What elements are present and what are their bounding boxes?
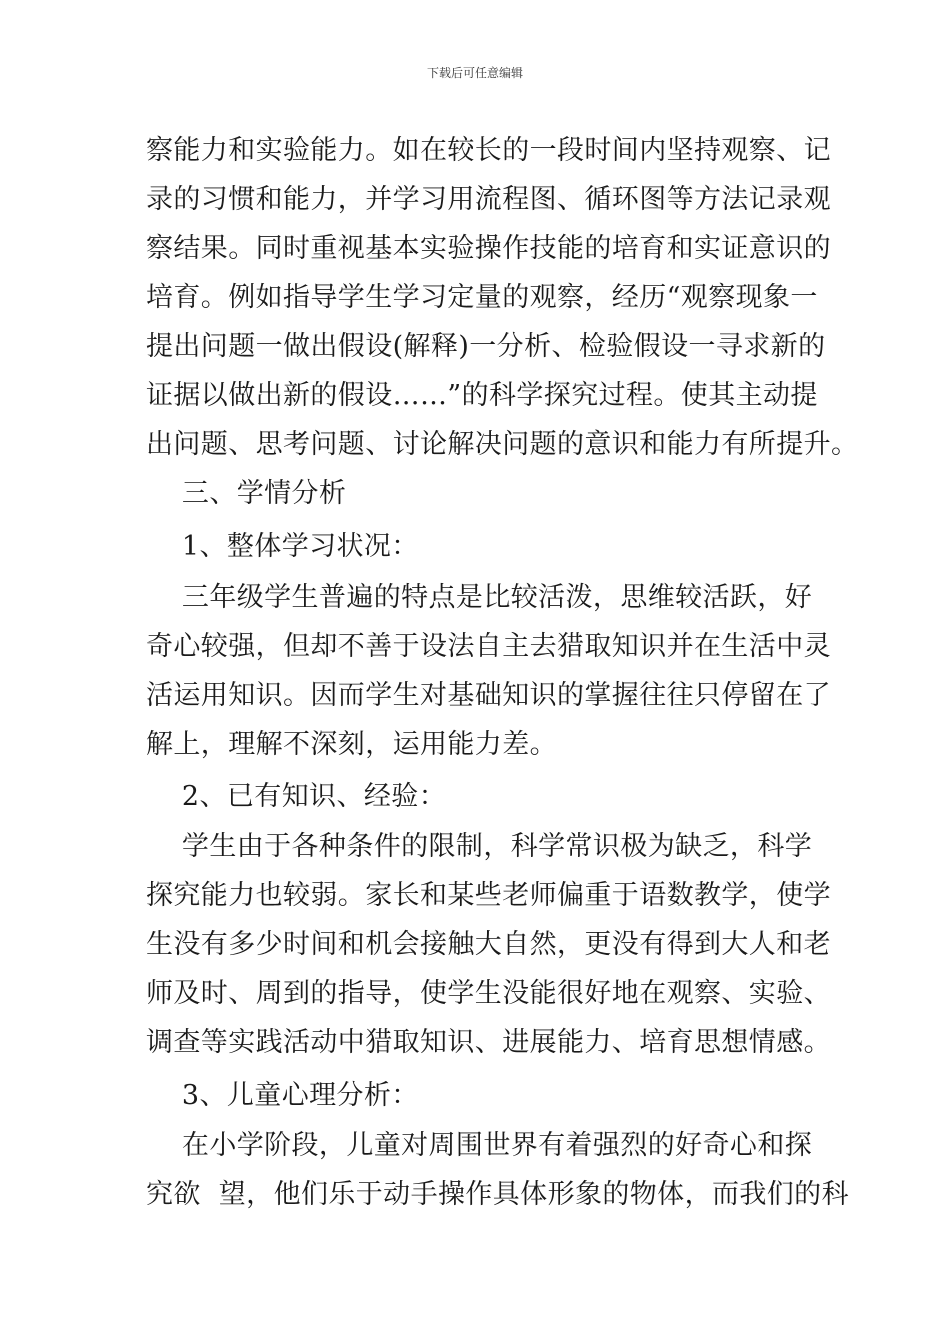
text-line: 提出问题一做出假设(解释)一分析、检验假设一寻求新的	[146, 331, 826, 362]
subsection-heading: 1、整体学习状况：	[146, 531, 419, 562]
section-heading: 三、学情分析	[146, 478, 347, 509]
text-line: 师及时、周到的指导，使学生没能很好地在观察、实验、	[146, 978, 831, 1009]
text-line: 在小学阶段，儿童对周围世界有着强烈的好奇心和探	[146, 1130, 813, 1161]
text-line: 三年级学生普遍的特点是比较活泼，思维较活跃，好	[146, 582, 813, 613]
text-line: 培育。例如指导学生学习定量的观察，经历“观察现象一	[146, 282, 818, 313]
text-line: 解上，理解不深刻，运用能力差。	[146, 729, 557, 760]
text-line: 出问题、思考问题、讨论解决问题的意识和能力有所提升。	[146, 429, 859, 460]
text-line: 学生由于各种条件的限制，科学常识极为缺乏，科学	[146, 831, 813, 862]
subsection-heading: 3、儿童心理分析：	[146, 1080, 419, 1111]
text-line: 究欲 望，他们乐于动手操作具体形象的物体，而我们的科	[146, 1179, 849, 1210]
text-line: 察能力和实验能力。如在较长的一段时间内坚持观察、记	[146, 135, 831, 166]
text-line: 探究能力也较弱。家长和某些老师偏重于语数教学，使学	[146, 880, 831, 911]
text-line: 录的习惯和能力，并学习用流程图、循环图等方法记录观	[146, 184, 831, 215]
page-header: 下载后可任意编辑	[426, 66, 523, 80]
text-line: 生没有多少时间和机会接触大自然，更没有得到大人和老	[146, 929, 831, 960]
text-line: 调查等实践活动中猎取知识、进展能力、培育思想情感。	[146, 1027, 831, 1058]
text-line: 察结果。同时重视基本实验操作技能的培育和实证意识的	[146, 233, 831, 264]
text-line: 奇心较强，但却不善于设法自主去猎取知识并在生活中灵	[146, 631, 831, 662]
text-line: 活运用知识。因而学生对基础知识的掌握往往只停留在了	[146, 680, 831, 711]
text-line: 证据以做出新的假设……”的科学探究过程。使其主动提	[146, 380, 818, 411]
subsection-heading: 2、已有知识、经验：	[146, 781, 447, 812]
